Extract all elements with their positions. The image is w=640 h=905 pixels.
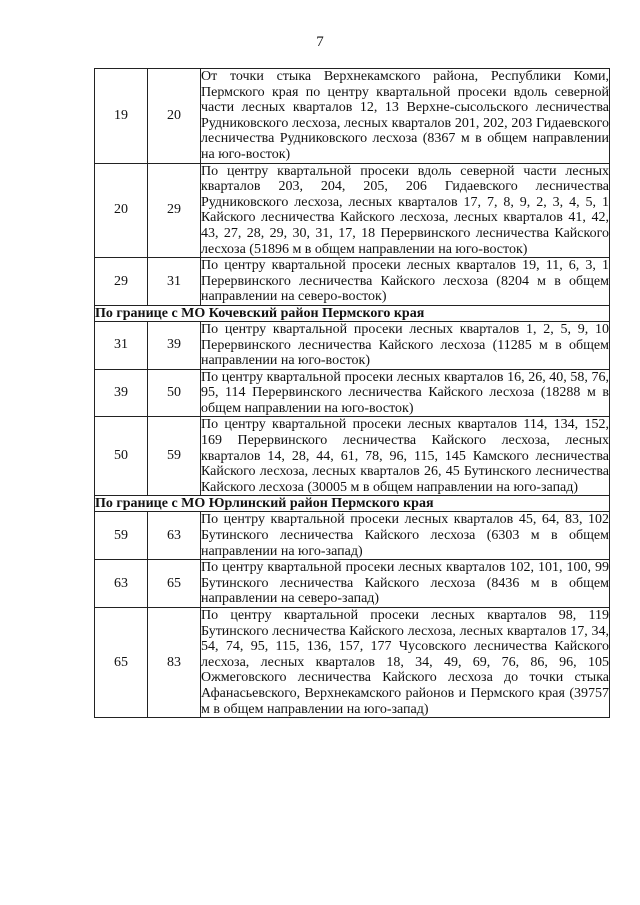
table-row (95, 512, 610, 560)
point-to: 20 (148, 69, 201, 164)
point-from: 31 (95, 321, 148, 369)
point-from: 39 (95, 369, 148, 417)
point-to: 39 (148, 321, 201, 369)
boundary-description: По центру квартальной просеки лесных кварталов 98, 119 Бутинского лесничества Кайского лесхоза, лесных кварталов 17, 34, 54, 74, 95, 115, 136, 157, 177 Чусовского лесничества Кайского лесхоза, лесных кварталов 18, 34, 49, 69, 76, 86, 96, 105 Ожмеговского лесничества Кайского лесхоза до точки стыка Афанасьевского, Верхнекамского районов и Пермского края (39757 м в общем направлении на юго-запад) (201, 608, 609, 717)
table-row (95, 163, 610, 258)
table-row (95, 69, 610, 164)
table-row (95, 560, 610, 608)
boundary-description: По центру квартальной просеки вдоль северной части лесных кварталов 203, 204, 205, 206 Гидаевского лесничества Рудниковского лесхоза, лесных кварталов 17, 7, 8, 9, 2, 3, 4, 5, 1 Кайского лесничества Кайского лесхоза, лесных кварталов 41, 42, 43, 27, 28, 29, 30, 31, 17, 18 Перервинского лесничества Кайского лесхоза (51896 м в общем направлении на юго-восток) (201, 163, 609, 257)
point-to: 65 (148, 560, 201, 608)
boundary-description: По центру квартальной просеки лесных кварталов 1, 2, 5, 9, 10 Перервинского лесничества Кайского лесхоза (11285 м в общем направлении на юго-восток) (201, 321, 609, 369)
table-row (95, 417, 610, 496)
boundary-description: По центру квартальной просеки лесных кварталов 19, 11, 6, 3, 1 Перервинского лесничества Кайского лесхоза (8204 м в общем направлении на северо-восток) (201, 258, 609, 305)
point-from: 59 (95, 512, 148, 560)
table-row (95, 258, 610, 306)
point-to: 83 (148, 608, 201, 718)
point-to: 50 (148, 369, 201, 417)
point-to: 63 (148, 512, 201, 560)
boundary-description: По центру квартальной просеки лесных кварталов 114, 134, 152, 169 Перервинского лесничества Кайского лесхоза, лесных кварталов 14, 28, 44, 61, 78, 96, 115, 145 Камского лесничества Кайского лесхоза, лесных кварталов 26, 45 Бутинского лесничества Кайского лесхоза (30005 м в общем направлении на юго-запад) (201, 417, 609, 495)
boundary-description: По центру квартальной просеки лесных кварталов 102, 101, 100, 99 Бутинского лесничества Кайского лесхоза (8436 м в общем направлении на северо-запад) (201, 560, 609, 607)
point-from: 50 (95, 417, 148, 496)
point-to: 29 (148, 163, 201, 258)
section-header: По границе с МО Кочевский район Пермского края (95, 305, 610, 321)
point-to: 31 (148, 258, 201, 306)
point-from: 29 (95, 258, 148, 306)
point-from: 19 (95, 69, 148, 164)
table-row (95, 321, 610, 369)
point-from: 65 (95, 608, 148, 718)
boundary-table (94, 68, 610, 718)
boundary-table-body (95, 69, 610, 718)
point-from: 63 (95, 560, 148, 608)
boundary-description: По центру квартальной просеки лесных кварталов 45, 64, 83, 102 Бутинского лесничества Кайского лесхоза (6303 м в общем направлении на юго-запад) (201, 512, 609, 559)
section-header-row (95, 496, 610, 512)
table-row (95, 369, 610, 417)
point-to: 59 (148, 417, 201, 496)
section-header-row (95, 305, 610, 321)
page-number: 7 (316, 34, 324, 50)
point-from: 20 (95, 163, 148, 258)
table-row (95, 608, 610, 718)
boundary-description: По центру квартальной просеки лесных кварталов 16, 26, 40, 58, 76, 95, 114 Перервинского лесничества Кайского лесхоза (18288 м в общем направлении на юго-восток) (201, 369, 609, 416)
boundary-description: От точки стыка Верхнекамского района, Республики Коми, Пермского края по центру квартальной просеки вдоль северной части лесных кварталов 12, 13 Верхне-сысольского лесничества Рудниковского лесхоза, лесных кварталов 201, 202, 203 Гидаевского лесничества Рудниковского лесхоза (8367 м в общем направлении на юго-восток) (201, 69, 609, 162)
section-header: По границе с МО Юрлинский район Пермского края (95, 496, 610, 512)
